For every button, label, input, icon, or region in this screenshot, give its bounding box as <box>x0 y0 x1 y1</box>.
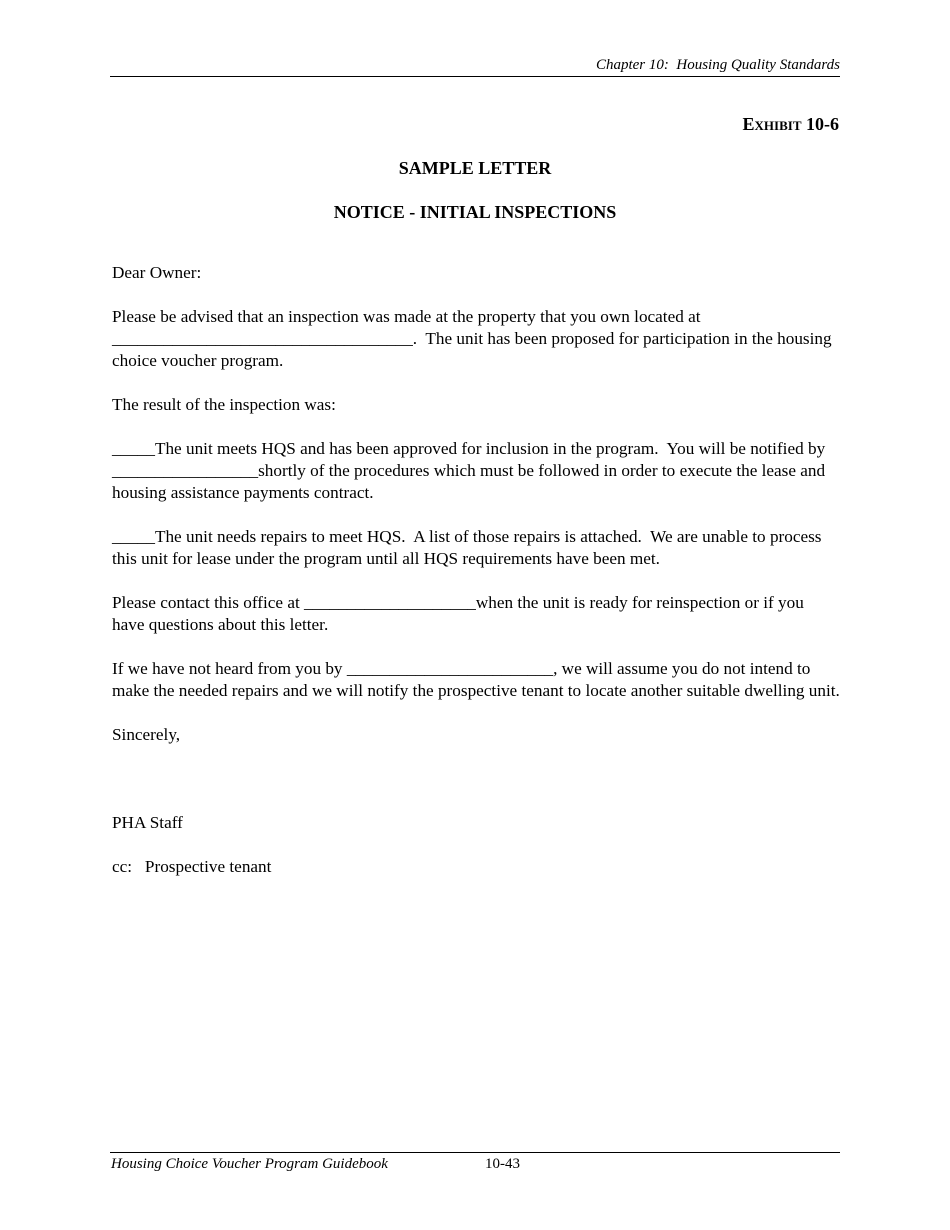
notice-title: NOTICE - INITIAL INSPECTIONS <box>333 202 617 222</box>
option-repairs: _____The unit needs repairs to meet HQS. A list of those repairs is attached. We are unable to process this unit for lease under the program until all HQS requirements have been met. <box>112 527 826 568</box>
deadline-paragraph: If we have not heard from you by ________________________, we will assume you do not intend to make the needed repairs and we will notify the prospective tenant to locate another suitable dwelling unit. <box>112 659 840 700</box>
page-footer <box>110 1152 840 1177</box>
chapter-title: Chapter 10: Housing Quality Standards <box>595 57 840 73</box>
letter-body <box>112 262 840 900</box>
option-approved: _____The unit meets HQS and has been approved for inclusion in the program. You will be notified by _________________shortly of the procedures which must be followed in order to execute the lease and housing assistance payments contract. <box>112 439 830 502</box>
signature-space <box>112 768 840 812</box>
sample-letter-title: SAMPLE LETTER <box>398 158 552 178</box>
inspection-paragraph: Please be advised that an inspection was made at the property that you own located at ___________________________________. The unit has been proposed for participation in the housing choice voucher program. <box>112 307 836 370</box>
page-number: 10-43 <box>485 1156 520 1172</box>
page-header <box>110 56 840 77</box>
result-intro: The result of the inspection was: <box>112 395 336 414</box>
exhibit-label: Exhibit 10-6 <box>742 114 839 134</box>
cc-line: cc: Prospective tenant <box>112 857 272 876</box>
guidebook-title: Housing Choice Voucher Program Guidebook <box>111 1156 388 1172</box>
closing: Sincerely, <box>112 725 181 744</box>
signatory: PHA Staff <box>112 813 183 832</box>
salutation: Dear Owner: <box>112 263 202 282</box>
contact-paragraph: Please contact this office at ____________________when the unit is ready for reinspection or if you have questions about this letter. <box>112 593 809 634</box>
